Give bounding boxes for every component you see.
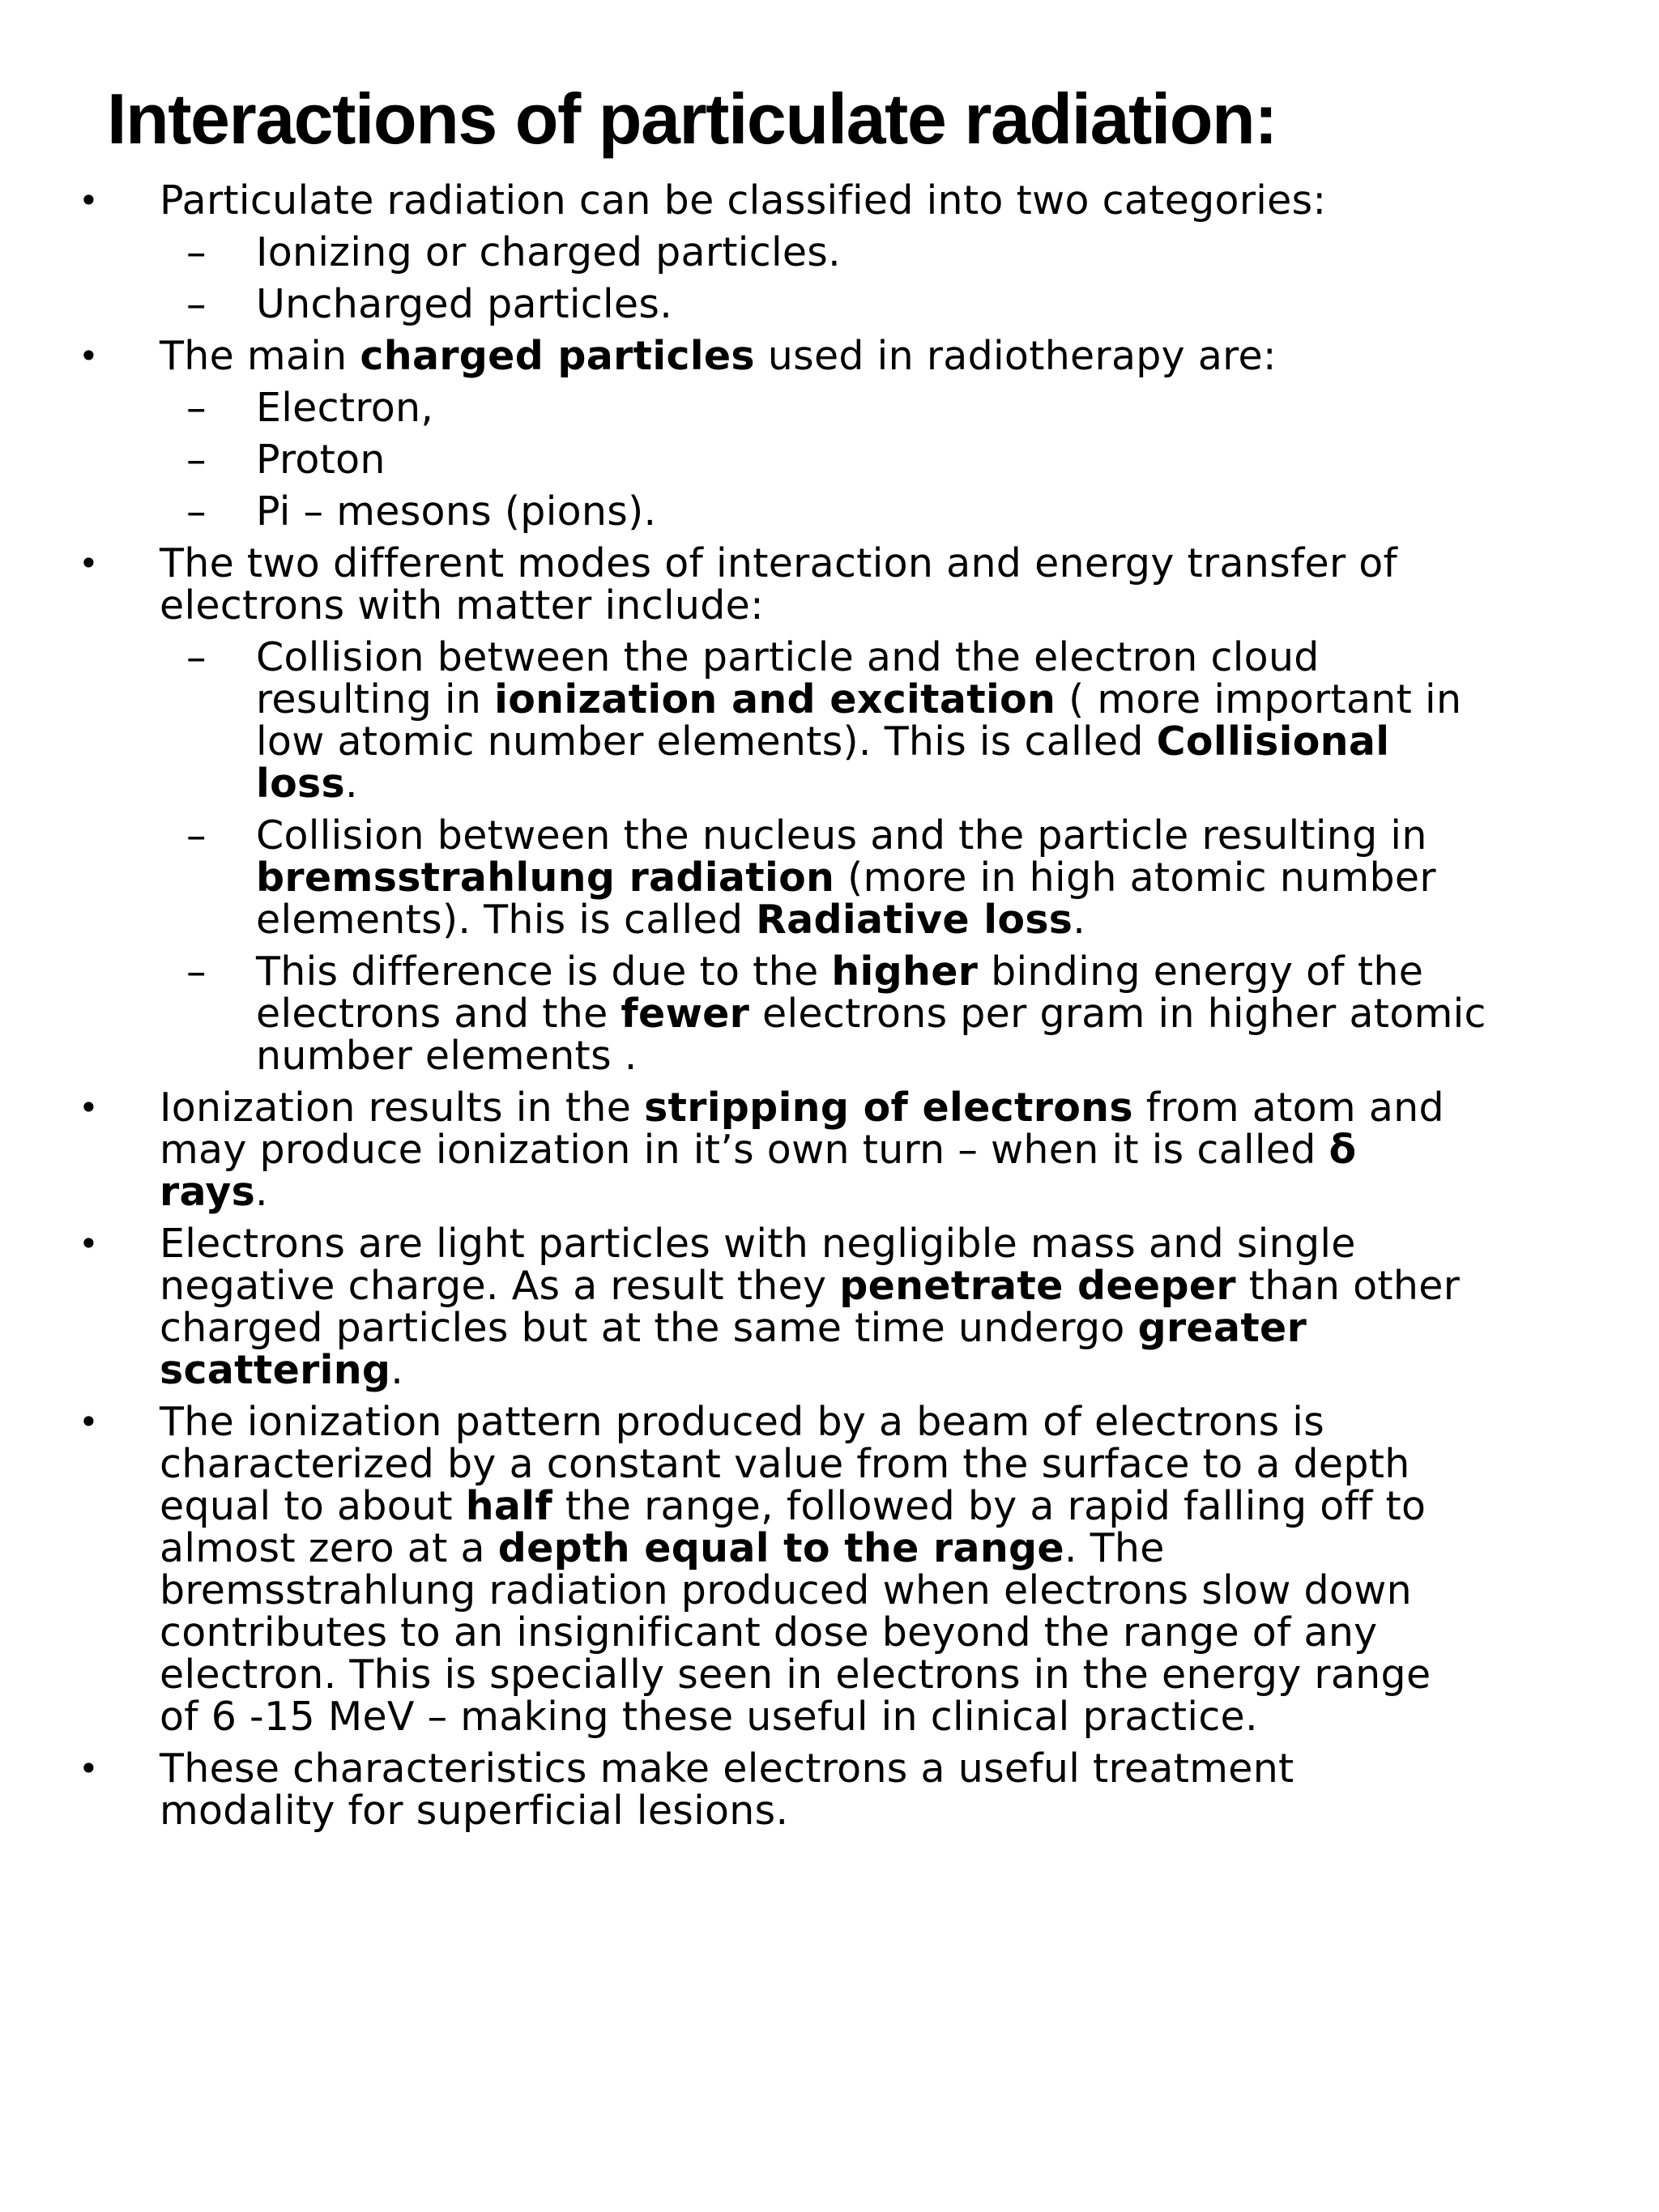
text-run: may produce ionization in it’s own turn – when it is called <box>160 1127 1329 1173</box>
text-run: almost zero at a <box>160 1525 498 1571</box>
dash-marker: – <box>186 281 207 327</box>
text-run: binding energy of the <box>978 948 1424 995</box>
text-run: low atomic number elements). This is called <box>256 718 1157 765</box>
text-line <box>160 1307 1627 1349</box>
text-line <box>160 1790 1627 1832</box>
text-line <box>160 335 1627 377</box>
text-run: electrons and the <box>256 991 621 1037</box>
text-run: This difference is due to the <box>256 948 832 995</box>
text-run: electron. This is specially seen in electrons in the energy range <box>160 1652 1431 1698</box>
text-run: Particulate radiation can be classified into two categories: <box>160 177 1327 224</box>
bullet-list <box>0 177 1659 1842</box>
bold-text: bremsstrahlung radiation <box>256 855 835 901</box>
bold-text: half <box>465 1483 553 1529</box>
text-line <box>160 1223 1627 1265</box>
text-run: The main <box>160 333 360 379</box>
text-run: . <box>390 1347 404 1393</box>
bullet-marker: • <box>79 1088 100 1127</box>
text-run: the range, followed by a rapid falling off to <box>552 1483 1427 1529</box>
bullet-marker: • <box>79 543 100 583</box>
bold-text: scattering <box>160 1347 391 1393</box>
text-run: Collision between the particle and the electron cloud <box>256 634 1320 680</box>
bullet-item <box>0 1401 1659 1738</box>
sub-bullet-item <box>0 812 1659 943</box>
bold-text: loss <box>256 761 345 807</box>
text-run: Electron, <box>256 385 434 431</box>
text-run: Ionization results in the <box>160 1085 645 1131</box>
bold-text: greater <box>1137 1305 1307 1351</box>
dash-marker: – <box>186 488 207 535</box>
sub-bullet-item <box>0 634 1659 807</box>
text-run: of 6 -15 MeV – making these useful in clinical practice. <box>160 1694 1258 1740</box>
text-line <box>160 1654 1627 1696</box>
bullet-item <box>0 335 1659 377</box>
text-line <box>256 899 1636 941</box>
text-line <box>256 857 1636 899</box>
text-run: resulting in <box>256 676 495 722</box>
text-line <box>160 1349 1627 1392</box>
bullet-item <box>0 540 1659 629</box>
text-line <box>160 1443 1627 1485</box>
bold-text: rays <box>160 1169 256 1215</box>
text-run: Collision between the nucleus and the particle resulting in <box>256 812 1427 859</box>
sub-bullet-item <box>0 387 1659 429</box>
text-run: (more in high atomic number <box>834 855 1436 901</box>
bullet-marker: • <box>79 181 100 220</box>
text-line <box>256 812 1636 859</box>
text-run: The two different modes of interaction and energy transfer of <box>160 540 1398 586</box>
dash-marker: – <box>186 634 207 680</box>
sub-bullet-item <box>0 488 1659 535</box>
text-line <box>160 540 1627 586</box>
text-run: The ionization pattern produced by a beam of electrons is <box>160 1399 1325 1445</box>
bold-text: ionization and excitation <box>494 676 1056 722</box>
bold-text: δ <box>1328 1127 1357 1173</box>
text-line <box>256 387 1636 429</box>
bullet-marker: • <box>79 1749 100 1788</box>
sub-bullet-item <box>0 439 1659 481</box>
sub-bullet-item <box>0 283 1659 326</box>
text-line <box>160 1129 1627 1171</box>
text-line <box>256 488 1636 535</box>
text-line <box>160 1401 1627 1443</box>
text-line <box>160 1485 1627 1528</box>
text-line <box>160 1609 1627 1656</box>
text-line <box>160 1265 1627 1307</box>
text-run: from atom and <box>1132 1085 1444 1131</box>
text-run: equal to about <box>160 1483 466 1529</box>
page-title: Interactions of particulate radiation: <box>107 79 1277 159</box>
text-line <box>160 1171 1627 1213</box>
text-line <box>160 1745 1627 1792</box>
bullet-item <box>0 1087 1659 1213</box>
bullet-item <box>0 1223 1659 1392</box>
text-run: negative charge. As a result they <box>160 1263 840 1309</box>
text-line <box>256 1035 1636 1077</box>
bold-text: Collisional <box>1156 718 1390 765</box>
text-run: ( more important in <box>1056 676 1462 722</box>
text-line <box>160 1567 1627 1613</box>
text-run: . <box>255 1169 268 1215</box>
text-run: electrons with matter include: <box>160 582 764 629</box>
text-run: . The <box>1064 1525 1165 1571</box>
text-run: Ionizing or charged particles. <box>256 229 842 275</box>
text-run: electrons per gram in higher atomic <box>749 991 1486 1037</box>
text-line <box>256 676 1636 722</box>
bold-text: penetrate deeper <box>839 1263 1236 1309</box>
text-line <box>256 993 1636 1035</box>
dash-marker: – <box>186 948 207 995</box>
bold-text: Radiative loss <box>756 897 1073 943</box>
text-run: Uncharged particles. <box>256 281 673 327</box>
text-run: characterized by a constant value from the surface to a depth <box>160 1441 1410 1487</box>
sub-bullet-item <box>0 229 1659 275</box>
text-line <box>256 718 1636 765</box>
sub-bullet-item <box>0 948 1659 1079</box>
text-line <box>256 634 1636 680</box>
text-run: Electrons are light particles with negligible mass and single <box>160 1221 1356 1267</box>
dash-marker: – <box>186 229 207 275</box>
text-run: elements). This is called <box>256 897 757 943</box>
text-line <box>256 283 1636 326</box>
dash-marker: – <box>186 385 207 431</box>
text-line <box>256 229 1636 275</box>
bullet-item <box>0 1745 1659 1834</box>
text-run: Proton <box>256 437 386 483</box>
bold-text: higher <box>831 948 979 995</box>
text-run: modality for superficial lesions. <box>160 1788 789 1834</box>
text-run: used in radiotherapy are: <box>754 333 1277 379</box>
text-line <box>256 948 1636 995</box>
text-line <box>160 1525 1627 1571</box>
text-line <box>160 177 1627 224</box>
text-line <box>160 1087 1627 1129</box>
text-run: number elements . <box>256 1033 638 1079</box>
bullet-marker: • <box>79 1402 100 1442</box>
bullet-marker: • <box>79 336 100 376</box>
bold-text: stripping of electrons <box>644 1085 1133 1131</box>
text-run: Pi – mesons (pions). <box>256 488 657 535</box>
bullet-marker: • <box>79 1224 100 1264</box>
dash-marker: – <box>186 437 207 483</box>
text-run: bremsstrahlung radiation produced when electrons slow down <box>160 1567 1412 1613</box>
bold-text: fewer <box>621 991 750 1037</box>
text-run: charged particles but at the same time undergo <box>160 1305 1138 1351</box>
text-run: . <box>345 761 358 807</box>
bold-text: charged particles <box>360 333 755 379</box>
text-line <box>256 763 1636 805</box>
bullet-item <box>0 177 1659 224</box>
text-run: . <box>1073 897 1086 943</box>
text-run: contributes to an insignificant dose beyond the range of any <box>160 1609 1378 1656</box>
text-run: These characteristics make electrons a useful treatment <box>160 1745 1294 1792</box>
dash-marker: – <box>186 812 207 859</box>
text-run: than other <box>1235 1263 1461 1309</box>
text-line <box>256 439 1636 481</box>
text-line <box>160 582 1627 629</box>
bold-text: depth equal to the range <box>497 1525 1064 1571</box>
text-line <box>160 1696 1627 1738</box>
